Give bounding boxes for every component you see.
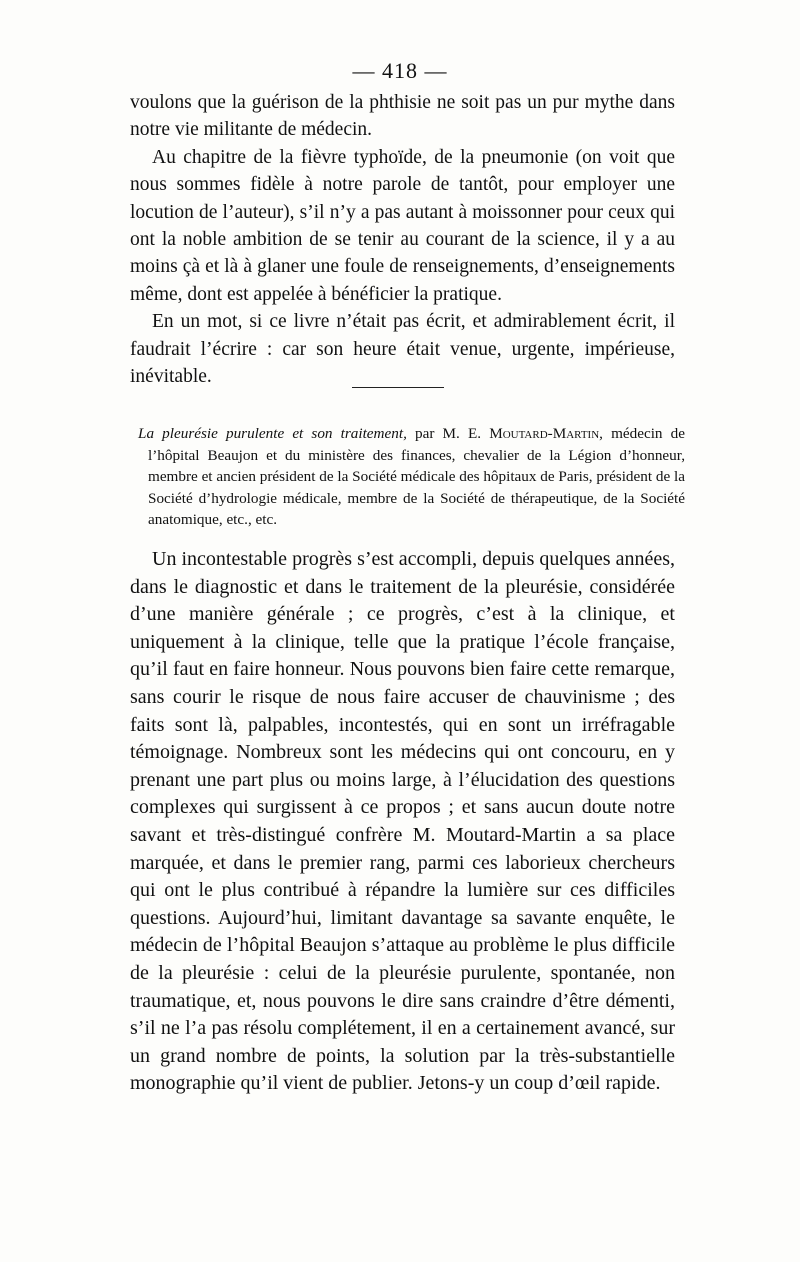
paragraph-continuation: voulons que la guérison de la phthisie ne soit pas un pur mythe dans notre vie militante de médecin. — [130, 92, 675, 141]
review-text-block — [130, 546, 675, 1098]
paragraph-conclusion: En un mot, si ce livre n’était pas écrit, et admirablement écrit, il faudrait l’écrire : car son heure était venue, urgente, impérieuse, inévitable. — [130, 311, 675, 388]
review-author: M. E. Moutard-Martin, — [442, 425, 603, 442]
page-number: — 418 — — [352, 58, 448, 83]
intro-text-block — [130, 89, 675, 390]
paragraph-typhoid: Au chapitre de la fièvre typhoïde, de la pneumonie (on voit que nous sommes fidèle à notre parole de tantôt, pour employer une locution de l’auteur), s’il n’y a pas autant à moissonner pour ceux qui ont la noble ambition de se tenir au courant de la science, il y a au moins çà et là à glaner une foule de renseignements, d’enseignements même, dont est appelée à bénéficier la pratique. — [130, 146, 675, 305]
review-book-title: La pleurésie purulente et son traitement, — [138, 425, 407, 442]
paragraph-review: Un incontestable progrès s’est accompli, depuis quelques années, dans le diagnostic et dans le traitement de la pleurésie, considérée d’une manière générale ; ce progrès, c’est à la clinique, et uniquement à la clinique, telle que la pratique l’école française, qu’il faut en faire honneur. Nous pouvons bien faire cette remarque, sans courir le risque de nous faire accuser de chauvinisme ; des faits sont là, palpables, incontestés, qui en sont un irréfragable témoignage. Nombreux sont les médecins qui ont concouru, en y prenant une part plus ou moins large, à l’élucidation des questions complexes qui surgissent à ce propos ; et sans aucun doute notre savant et très-distingué confrère M. Moutard-Martin a sa place marquée, et dans le premier rang, parmi ces laborieux chercheurs qui ont le plus contribué à répandre la lumière sur ces difficiles questions. Aujourd’hui, limitant davantage sa savante enquête, le médecin de l’hôpital Beaujon s’attaque au problème le plus difficile de la pleurésie : celui de la pleurésie purulente, spontanée, non traumatique, et, nous pouvons le dire sans craindre d’être démenti, s’il ne l’a pas résolu complétement, il en a certainement avancé, sur un grand nombre de points, la solution par la très-substantielle monographie qu’il vient de publier. Jetons-y un coup d’œil rapide. — [130, 548, 675, 1095]
review-heading — [138, 423, 685, 531]
review-by: par — [406, 425, 443, 442]
section-divider — [352, 387, 444, 388]
review-author-description: médecin de l’hôpital Beaujon et du ministère des finances, chevalier de la Légion d’honneur, membre et ancien président de la Société médicale des hôpitaux de Paris, président de la Société d’hydrologie médicale, membre de la Société de thérapeutique, de la Société anatomique, etc., etc. — [148, 425, 685, 528]
